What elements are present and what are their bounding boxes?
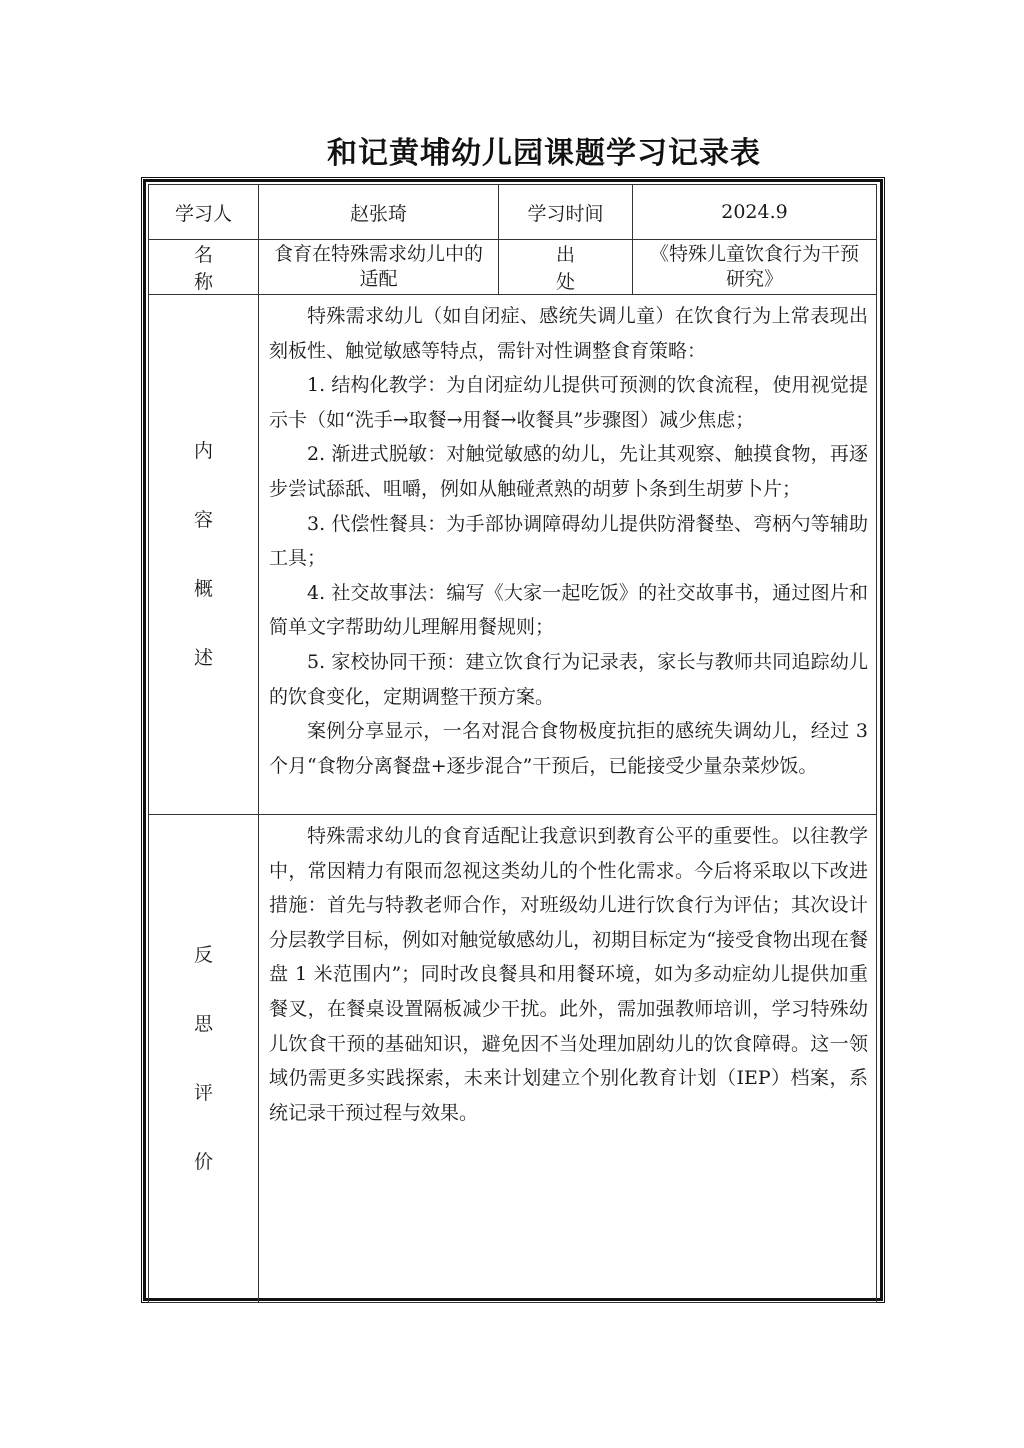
record-table	[148, 184, 877, 1303]
source-label: 出处	[499, 240, 633, 295]
summary-label-char: 述	[193, 646, 213, 669]
reflection-label-char: 评	[193, 1081, 213, 1104]
learner-value: 赵张琦	[259, 185, 499, 240]
time-label: 学习时间	[499, 185, 633, 240]
name-label: 名称	[149, 240, 259, 295]
summary-label-char: 内	[193, 439, 213, 462]
table-row	[149, 240, 877, 295]
reflection-label-char: 反	[193, 943, 213, 966]
summary-paragraph: 特殊需求幼儿（如自闭症、感统失调儿童）在饮食行为上常表现出刻板性、触觉敏感等特点，需针对性调整食育策略：	[269, 305, 868, 362]
summary-paragraph: 1. 结构化教学：为自闭症幼儿提供可预测的饮食流程，使用视觉提示卡（如“洗手→取餐→用餐→收餐具”步骤图）减少焦虑；	[269, 374, 868, 431]
table-row	[149, 185, 877, 240]
reflection-label	[149, 815, 259, 1303]
summary-content	[259, 295, 877, 815]
reflection-label-char: 价	[193, 1150, 213, 1173]
reflection-paragraph: 特殊需求幼儿的食育适配让我意识到教育公平的重要性。以往教学中，常因精力有限而忽视这类幼儿的个性化需求。今后将采取以下改进措施：首先与特教老师合作，对班级幼儿进行饮食行为评估；其次设计分层教学目标，例如对触觉敏感幼儿，初期目标定为“接受食物出现在餐盘 1 米范围内”；同时改良餐具和用餐环境，如为多动症幼儿提供加重餐叉，在餐桌设置隔板减少干扰。此外，需加强教师培训，学习特殊幼儿饮食干预的基础知识，避免因不当处理加剧幼儿的饮食障碍。这一领域仍需更多实践探索，未来计划建立个别化教育计划（IEP）档案，系统记录干预过程与效果。	[269, 825, 868, 1124]
summary-label-char: 容	[193, 508, 213, 531]
name-value: 食育在特殊需求幼儿中的适配	[259, 240, 499, 295]
reflection-content	[259, 815, 877, 1303]
table-row	[149, 815, 877, 1303]
summary-paragraph: 5. 家校协同干预：建立饮食行为记录表，家长与教师共同追踪幼儿的饮食变化，定期调整干预方案。	[269, 650, 868, 708]
summary-label	[149, 295, 259, 815]
summary-paragraph: 3. 代偿性餐具：为手部协调障碍幼儿提供防滑餐垫、弯柄勺等辅助工具；	[269, 512, 868, 570]
source-value: 《特殊儿童饮食行为干预研究》	[633, 240, 877, 295]
summary-label-char: 概	[193, 577, 213, 600]
summary-paragraph: 案例分享显示，一名对混合食物极度抗拒的感统失调幼儿，经过 3 个月“食物分离餐盘+逐步混合”干预后，已能接受少量杂菜炒饭。	[269, 720, 868, 777]
reflection-label-char: 思	[193, 1012, 213, 1035]
time-value: 2024.9	[633, 185, 877, 240]
learner-label: 学习人	[149, 185, 259, 240]
page-title: 和记黄埔幼儿园课题学习记录表	[327, 136, 761, 171]
summary-paragraph: 4. 社交故事法：编写《大家一起吃饭》的社交故事书，通过图片和简单文字帮助幼儿理解用餐规则；	[269, 581, 868, 639]
summary-paragraph: 2. 渐进式脱敏：对触觉敏感的幼儿，先让其观察、触摸食物，再逐步尝试舔舐、咀嚼，例如从触碰煮熟的胡萝卜条到生胡萝卜片；	[269, 443, 868, 500]
table-row	[149, 295, 877, 815]
